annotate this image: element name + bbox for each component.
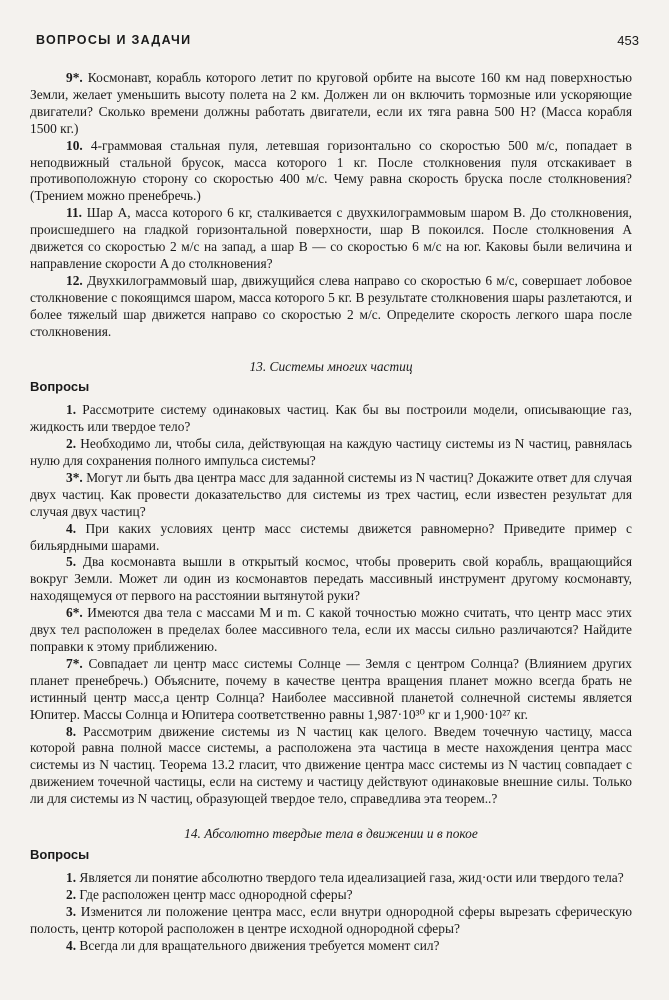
- question-14-1: 1. Является ли понятие абсолютно твердого тела идеализацией газа, жид·ости или твердого тела?: [66, 869, 624, 885]
- question-14-2: 2. Где расположен центр масс однородной сферы?: [66, 886, 353, 902]
- question-13-2: 2. Необходимо ли, чтобы сила, действующая на каждую частицу системы из N частиц, равнялась нулю для сохранения полного импульса системы?: [30, 436, 632, 469]
- section-13-subhead: Вопросы: [30, 379, 90, 395]
- running-head: ВОПРОСЫ И ЗАДАЧИ: [36, 33, 192, 47]
- section-14-subhead: Вопросы: [30, 846, 90, 862]
- page-number: 453: [617, 33, 639, 48]
- question-13-3: 3*. Могут ли быть два центра масс для заданной системы из N частиц? Докажите ответ для случая двух частиц. Как провести доказательство для системы из трех частиц, если известен результат для случая двух частиц?: [30, 469, 632, 519]
- question-13-7: 7*. Совпадает ли центр масс системы Солнце — Земля с центром Солнца? (Влиянием других планет пренебречь.) Объясните, почему в качестве центра вращения планет можно всегда брать не истинный центр масс,а центр Солнца? Наиболее массивной планетой солнечной системы является Юпитер. Массы Солнца и Юпитера соответственно равны 1,987·10³⁰ кг и 1,900·10²⁷ кг.: [30, 655, 632, 722]
- problem-11: 11. Шар A, масса которого 6 кг, сталкивается с двухкилограммовым шаром B. До столкновения, происшедшего на гладкой горизонтальной поверхности, шар B покоился. После столкновения A движется со скоростью 2 м/с на запад, а шар B — со скоростью 6 м/с на юг. Каковы были величина и направление скорости A до столкновения?: [30, 205, 632, 271]
- question-14-4: 4. Всегда ли для вращательного движения требуется момент сил?: [66, 937, 440, 953]
- problem-12: 12. Двухкилограммовый шар, движущийся слева направо со скоростью 6 м/с, совершает лобовое столкновение с покоящимся шаром, масса которого 5 кг. В результате столкновения шары разлетаются, и более тяжелый шар движется направо со скоростью 2 м/с. Определите скорость легкого шара после столкновения.: [30, 272, 632, 339]
- question-13-8: 8. Рассмотрим движение системы из N частиц как целого. Введем точечную частицу, масса которой равна полной массе системы, а расположена эта частица в месте нахождения центра масс системы из N частиц. Теорема 13.2 гласит, что движение центра масс системы из N частиц совпадает с движением точечной частицы, если на систему и частицу действуют одинаковые внешние силы. Только ли для системы из N частиц, образующей твердое тело, справедлива эта теорем..?: [30, 723, 632, 807]
- question-14-3: 3. Изменится ли положение центра масс, если внутри однородной сферы вырезать сферическую полость, центр которой расположен в центре исходной однородной сферы?: [30, 903, 632, 936]
- page-content: [30, 70, 632, 954]
- problem-10: 10. 4-граммовая стальная пуля, летевшая горизонтально со скоростью 500 м/с, попадает в неподвижный стальной брусок, масса которого 1 кг. После столкновения пуля отскакивает в противоположную сторону со скоростью 400 м/с. Чему равна скорость бруска после столкновения? (Трением можно пренебречь.): [30, 137, 632, 204]
- problem-9: 9*. Космонавт, корабль которого летит по круговой орбите на высоте 160 км над поверхностью Земли, желает уменьшить высоту полета на 2 км. Должен ли он включить тормозные или ускоряющие двигатели? Сколько времени должны работать двигатели, если их тяга равна 500 Н? (Масса корабля 1500 кг.): [30, 70, 632, 136]
- question-13-6: 6*. Имеются два тела с массами M и m. С какой точностью можно считать, что центр масс этих двух тел расположен в пределах более массивного тела, если их массы сильно различаются? Найдите поправки к этому приближению.: [30, 605, 632, 654]
- question-13-1: 1. Рассмотрите систему одинаковых частиц. Как бы вы построили модели, описывающие газ, жидкость или твердое тело?: [30, 402, 632, 435]
- page-header: [36, 33, 639, 53]
- question-13-4: 4. При каких условиях центр масс системы движется равномерно? Приведите пример с бильярдными шарами.: [30, 520, 632, 553]
- section-13-title: 13. Системы многих частиц: [249, 358, 413, 374]
- section-14-title: 14. Абсолютно твердые тела в движении и в покое: [184, 826, 478, 842]
- question-13-5: 5. Два космонавта вышли в открытый космос, чтобы проверить свой корабль, вращающийся вокруг Земли. Может ли один из космонавтов передать массивный инструмент другому космонавту, находящемуся от первого на расстоянии вытянутой руки?: [30, 554, 632, 604]
